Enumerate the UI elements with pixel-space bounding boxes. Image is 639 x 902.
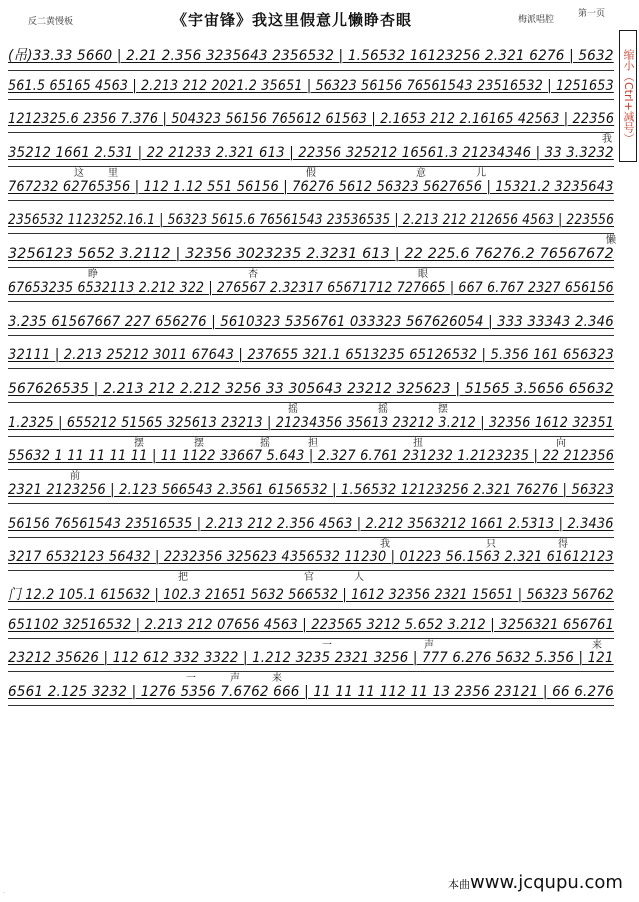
lyric-char: 摆 bbox=[438, 403, 448, 415]
score-row bbox=[8, 109, 616, 146]
page-title: 《宇宙锋》我这里假意儿懒睁杏眼 bbox=[172, 11, 413, 29]
lyric-char: 声 bbox=[424, 639, 434, 651]
score-row bbox=[8, 244, 616, 281]
lyric-char: 懒 bbox=[606, 235, 616, 247]
notation-line: 55632 1 11 11 11 11 | 11 1122 33667 5.643 | 2.327 6.761 231232 1.2123235 | 22 212356 bbox=[8, 448, 615, 465]
lyric-char: 一 bbox=[322, 639, 332, 651]
score-row bbox=[8, 480, 616, 514]
lyric-char: 来 bbox=[272, 673, 282, 685]
score-row bbox=[8, 42, 616, 76]
notation-line: (吊)33.33 5660 | 2.21 2.356 3235643 2356532 | 1.56532 16123256 2.321 6276 | 5632 bbox=[8, 44, 614, 65]
lyric-char: 杏 bbox=[248, 269, 258, 281]
notation-line: 3.235 61567667 227 656276 | 5610323 5356761 033323 567626054 | 333 33343 2.346 bbox=[8, 313, 614, 330]
score-row bbox=[8, 345, 616, 379]
lyric-char: 我 bbox=[380, 538, 390, 550]
notation-line: 3256123 5652 3.2112 | 32356 3023235 2.3231 613 | 22 225.6 76276.2 76567672 bbox=[8, 246, 614, 263]
notation-line: 6561 2.125 3232 | 1276 5356 7.6762 666 | 11 11 11 112 11 13 2356 23121 | 66 6.276 bbox=[8, 684, 614, 701]
lyric-char: 意 bbox=[416, 168, 426, 180]
lyric-char: 声 bbox=[230, 673, 240, 685]
lyric-char: 摇 bbox=[288, 403, 298, 415]
lyric-char: 只 bbox=[486, 538, 496, 550]
watermark bbox=[448, 872, 623, 893]
score-row bbox=[8, 547, 616, 584]
score-row bbox=[8, 413, 616, 447]
notation-line: 23212 35626 | 112 612 332 3322 | 1.212 3235 2321 3256 | 777 6.276 5632 5.356 | 121 bbox=[8, 650, 614, 667]
score-row bbox=[8, 143, 616, 180]
watermark-prefix: 本曲 bbox=[448, 878, 470, 891]
watermark-site: www.jcqupu.com bbox=[470, 872, 623, 893]
score-row bbox=[8, 682, 616, 716]
lyric-char: 摇 bbox=[260, 437, 270, 449]
notation-line: 35212 1661 2.531 | 22 21233 2.321 613 | 22356 325212 16561.3 21234346 | 33 3.3232 bbox=[8, 145, 614, 162]
score-body bbox=[8, 42, 616, 716]
lyric-char: 儿 bbox=[476, 168, 486, 180]
lyric-char: 摆 bbox=[134, 437, 144, 449]
notation-line: 56156 76561543 23516535 | 2.213 212 2.356 4563 | 2.212 3563212 1661 2.5313 | 2.3436 bbox=[8, 515, 614, 532]
lyric-char: 眼 bbox=[418, 269, 428, 281]
notation-line: 651102 32516532 | 2.213 212 07656 4563 | 223565 3212 5.652 3.212 | 3256321 656761 bbox=[8, 616, 614, 633]
lyric-char: 里 bbox=[108, 168, 118, 180]
notation-line: 1.2325 | 655212 51565 325613 23213 | 21234356 35613 23212 3.212 | 32356 1612 32351 bbox=[8, 414, 614, 431]
score-row bbox=[8, 278, 616, 312]
score-row bbox=[8, 379, 616, 413]
notation-line: 567626535 | 2.213 212 2.212 3256 33 305643 23212 325623 | 51565 3.5656 65632 bbox=[8, 380, 614, 397]
notation-line: 2356532 1123252.16.1 | 56323 5615.6 76561543 23536535 | 2.213 212 212656 4563 | 223556 bbox=[8, 212, 615, 229]
lyric-char: 假 bbox=[306, 168, 316, 180]
score-row bbox=[8, 446, 616, 483]
notation-line: 3217 6532123 56432 | 2232356 325623 4356532 11230 | 01223 56.1563 2.321 61612123 bbox=[8, 549, 614, 566]
lyric-char: 一 bbox=[186, 673, 196, 685]
score-row bbox=[8, 76, 616, 110]
lyric-char: 扭 bbox=[413, 437, 423, 449]
score-row bbox=[8, 210, 616, 247]
score-row bbox=[8, 514, 616, 548]
score-row bbox=[8, 312, 616, 346]
score-row bbox=[8, 615, 616, 649]
score-row bbox=[8, 177, 616, 211]
zoom-out-button[interactable]: 缩小（Ctrl+减号） bbox=[619, 30, 637, 162]
corner-mark: . bbox=[3, 888, 5, 895]
lyric-char: 睁 bbox=[88, 269, 98, 281]
lyric-char: 官 bbox=[304, 572, 314, 584]
notation-line: 767232 62765356 | 112 1.12 551 56156 | 76276 5612 56323 5627656 | 15321.2 3235643 bbox=[8, 178, 614, 195]
page-number: 第一页 bbox=[578, 9, 606, 19]
notation-line: 32111 | 2.213 25212 3011 67643 | 237655 321.1 6513235 65126532 | 5.356 161 656323 bbox=[8, 347, 614, 364]
header-left-label: 反二黄慢板 bbox=[28, 17, 74, 27]
score-row bbox=[8, 648, 616, 685]
lyric-char: 来 bbox=[592, 639, 602, 651]
lyric-char: 摆 bbox=[194, 437, 204, 449]
lyric-char: 担 bbox=[308, 437, 318, 449]
lyric-char: 人 bbox=[354, 572, 364, 584]
notation-line: 561.5 65165 4563 | 2.213 212 2021.2 35651 | 56323 56156 76561543 23516532 | 1251653 bbox=[8, 77, 614, 94]
lyric-char: 得 bbox=[558, 538, 568, 550]
singer-label: 梅派唱腔 bbox=[518, 15, 555, 25]
score-row bbox=[8, 581, 616, 615]
notation-line: 67653235 6532113 2.212 322 | 276567 2.32317 65671712 727665 | 667 6.767 2327 656156 bbox=[8, 279, 614, 296]
lyric-char: 我 bbox=[602, 134, 612, 146]
lyric-char: 向 bbox=[556, 437, 566, 449]
lyric-char: 这 bbox=[74, 168, 84, 180]
notation-line: 1212325.6 2356 7.376 | 504323 56156 765612 61563 | 2.1653 212 2.16165 42563 | 22356 bbox=[8, 111, 615, 128]
notation-line: 2321 2123256 | 2.123 566543 2.3561 6156532 | 1.56532 12123256 2.321 76276 | 56323 bbox=[8, 481, 614, 498]
lyric-char: 前 bbox=[70, 471, 80, 483]
lyric-char: 摇 bbox=[378, 403, 388, 415]
lyric-char: 把 bbox=[178, 572, 188, 584]
notation-line: 门 12.2 105.1 615632 | 102.3 21651 5632 566532 | 1612 32356 2321 15651 | 56323 56762 bbox=[8, 583, 614, 604]
